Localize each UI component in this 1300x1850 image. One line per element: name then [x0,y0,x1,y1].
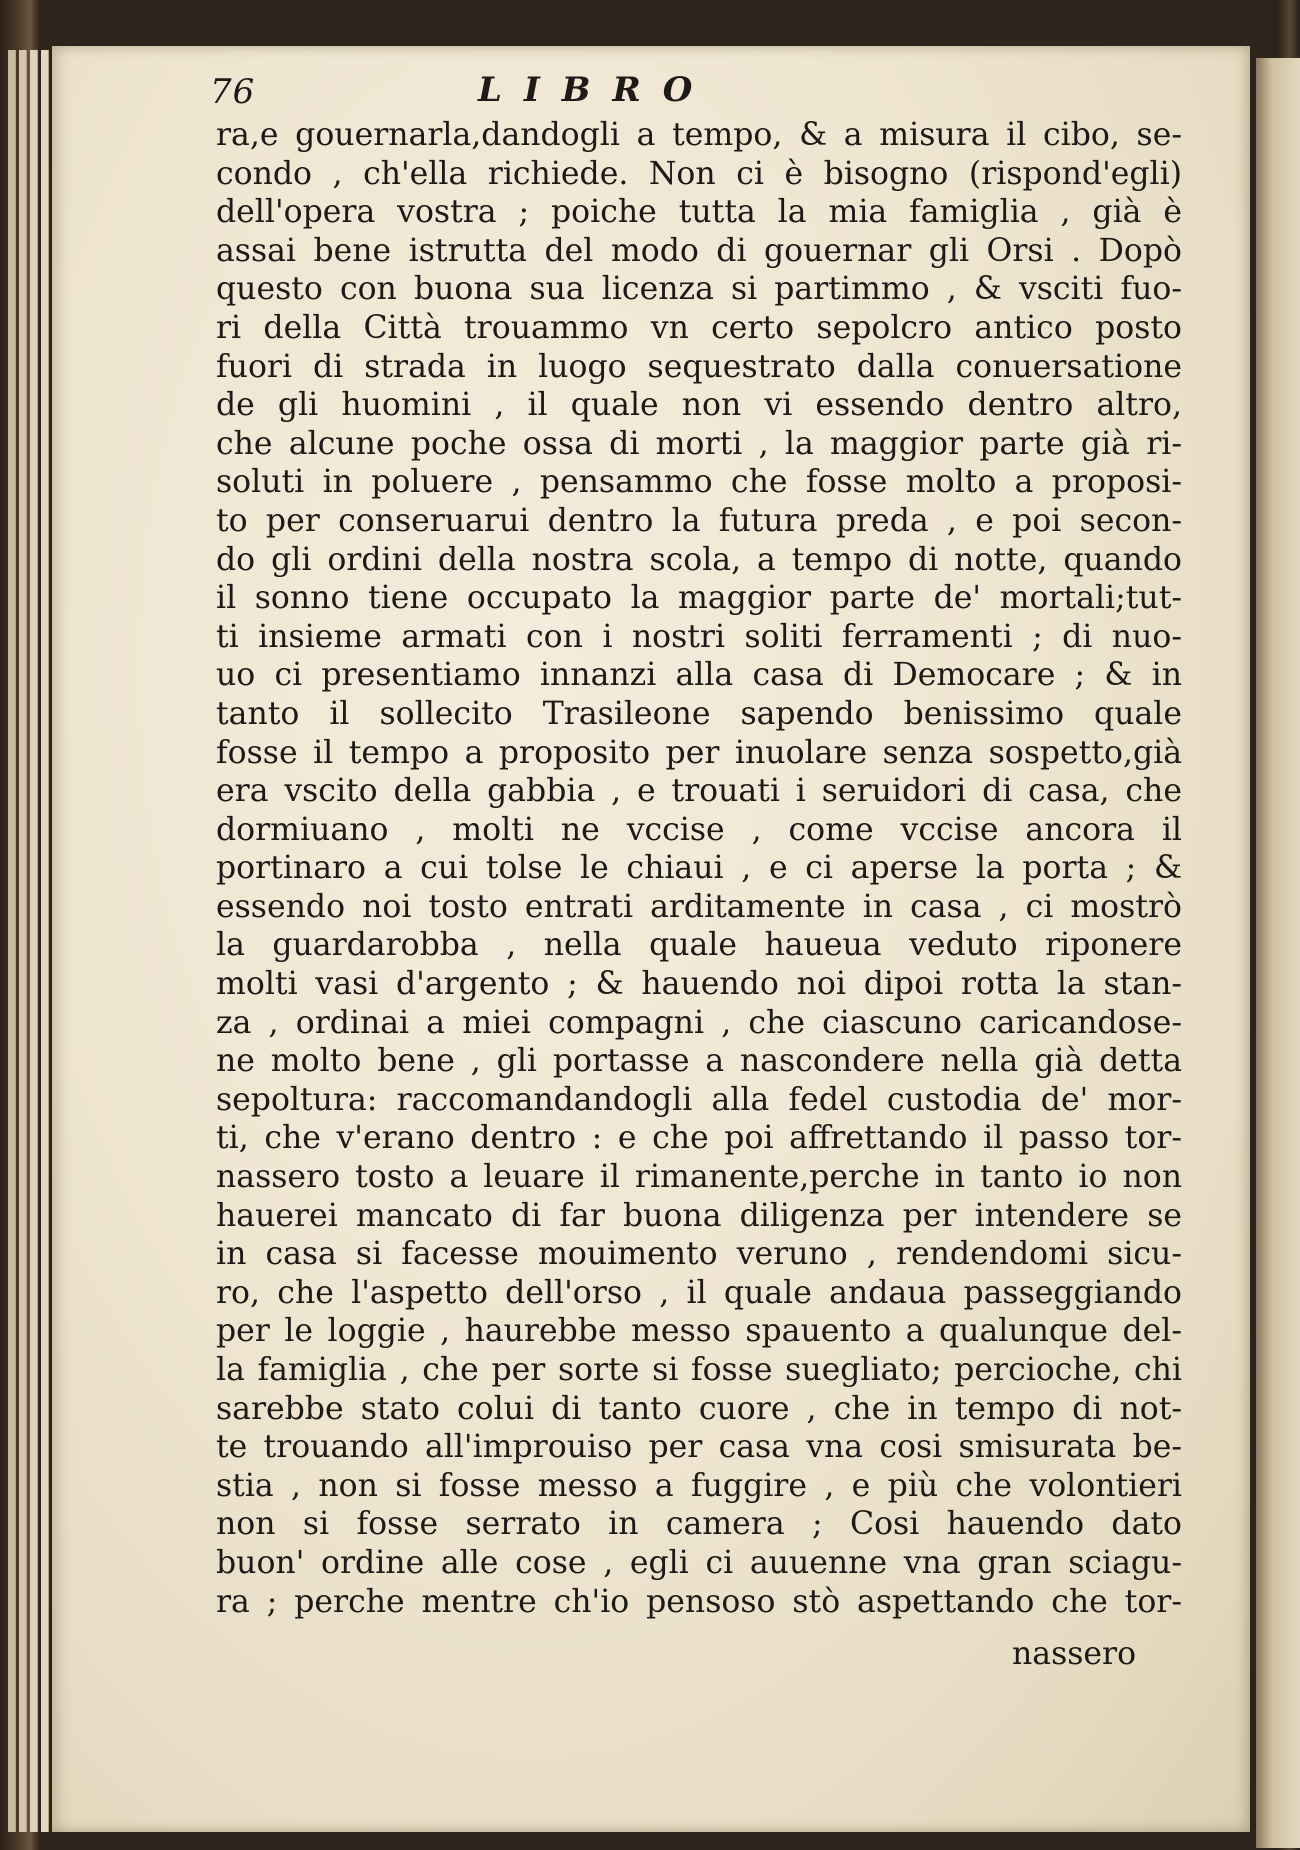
text-line: nassero tosto a leuare il rimanente,perche in tanto io non [216,1159,1182,1196]
text-line: ra,e gouernarla,dandogli a tempo, & a misura il cibo, se- [216,117,1182,153]
text-line: dell'opera vostra ; poiche tutta la mia famiglia , già è [216,194,1182,231]
catchword: nassero [1012,1636,1137,1672]
text-line: ri della Città trouammo vn certo sepolcro antico posto [216,309,1182,346]
text-line: questo con buona sua licenza si partimmo , & vsciti fuo- [216,271,1182,308]
text-line: dormiuano , molti ne vccise , come vccise ancora il [216,811,1182,848]
text-line: ti insieme armati con i nostri soliti ferramenti ; di nuo- [216,618,1182,655]
text-line: condo , ch'ella richiede. Non ci è bisogno (rispond'egli) [216,155,1182,192]
running-head: LIBRO [478,70,715,110]
text-line: sarebbe stato colui di tanto cuore , che in tempo di not- [216,1390,1182,1427]
page-edge [41,50,49,1832]
page-edge [19,50,27,1832]
text-line: hauerei mancato di far buona diligenza per intendere se [216,1197,1182,1234]
text-line: stia , non si fosse messo a fuggire , e più che volontieri [216,1467,1182,1504]
text-line: la famiglia , che per sorte si fosse suegliato; percioche, chi [216,1352,1182,1388]
text-line: portinaro a cui tolse le chiaui , e ci aperse la porta ; & [216,850,1182,887]
text-line: sepoltura: raccomandandogli alla fedel custodia de' mor- [216,1081,1182,1118]
text-line: de gli huomini , il quale non vi essendo dentro altro, [216,387,1182,424]
text-line: soluti in poluere , pensammo che fosse molto a proposi- [216,464,1182,501]
text-line: ti, che v'erano dentro : e che poi affrettando il passo tor- [216,1120,1182,1157]
text-line: uo ci presentiamo innanzi alla casa di Democare ; & in [216,657,1182,694]
text-line: che alcune poche ossa di morti , la maggior parte già ri- [216,425,1182,462]
text-line: fosse il tempo a proposito per inuolare senza sospetto,già [216,734,1182,771]
text-line: za , ordinai a miei compagni , che ciascuno caricandose- [216,1004,1182,1041]
text-line: la guardarobba , nella quale haueua veduto riponere [216,927,1182,964]
facing-page-edge [1256,58,1300,1848]
text-line: te trouando all'improuiso per casa vna cosi smisurata be- [216,1429,1182,1466]
text-line: tanto il sollecito Trasileone sapendo benissimo quale [216,695,1182,732]
page-edge [8,50,16,1832]
text-line: ra ; perche mentre ch'io pensoso stò aspettando che tor- [216,1583,1182,1620]
text-line: il sonno tiene occupato la maggior parte de' mortali;tut- [216,580,1182,617]
text-line: ro, che l'aspetto dell'orso , il quale andaua passeggiando [216,1274,1182,1311]
page-edge [30,50,38,1832]
text-line: do gli ordini della nostra scola, a tempo di notte, quando [216,541,1182,578]
body-text [216,116,1182,1621]
text-line: era vscito della gabbia , e trouati i seruidori di casa, che [216,773,1182,810]
page-header [210,72,850,122]
text-line: buon' ordine alle cose , egli ci auuenne vna gran sciagu- [216,1544,1182,1581]
text-line: fuori di strada in luogo sequestrato dalla conuersatione [216,348,1182,385]
text-line: in casa si facesse mouimento veruno , rendendomi sicu- [216,1236,1182,1273]
text-line: per le loggie , haurebbe messo spauento a qualunque del- [216,1313,1182,1350]
page-number: 76 [210,72,256,112]
text-line: ne molto bene , gli portasse a nascondere nella già detta [216,1043,1182,1080]
text-line: non si fosse serrato in camera ; Cosi hauendo dato [216,1506,1182,1543]
text-line: molti vasi d'argento ; & hauendo noi dipoi rotta la stan- [216,966,1182,1003]
text-line: assai bene istrutta del modo di gouernar gli Orsi . Dopò [216,232,1182,269]
text-line: essendo noi tosto entrati arditamente in casa , ci mostrò [216,888,1182,925]
text-line: to per conseruarui dentro la futura preda , e poi secon- [216,502,1182,539]
